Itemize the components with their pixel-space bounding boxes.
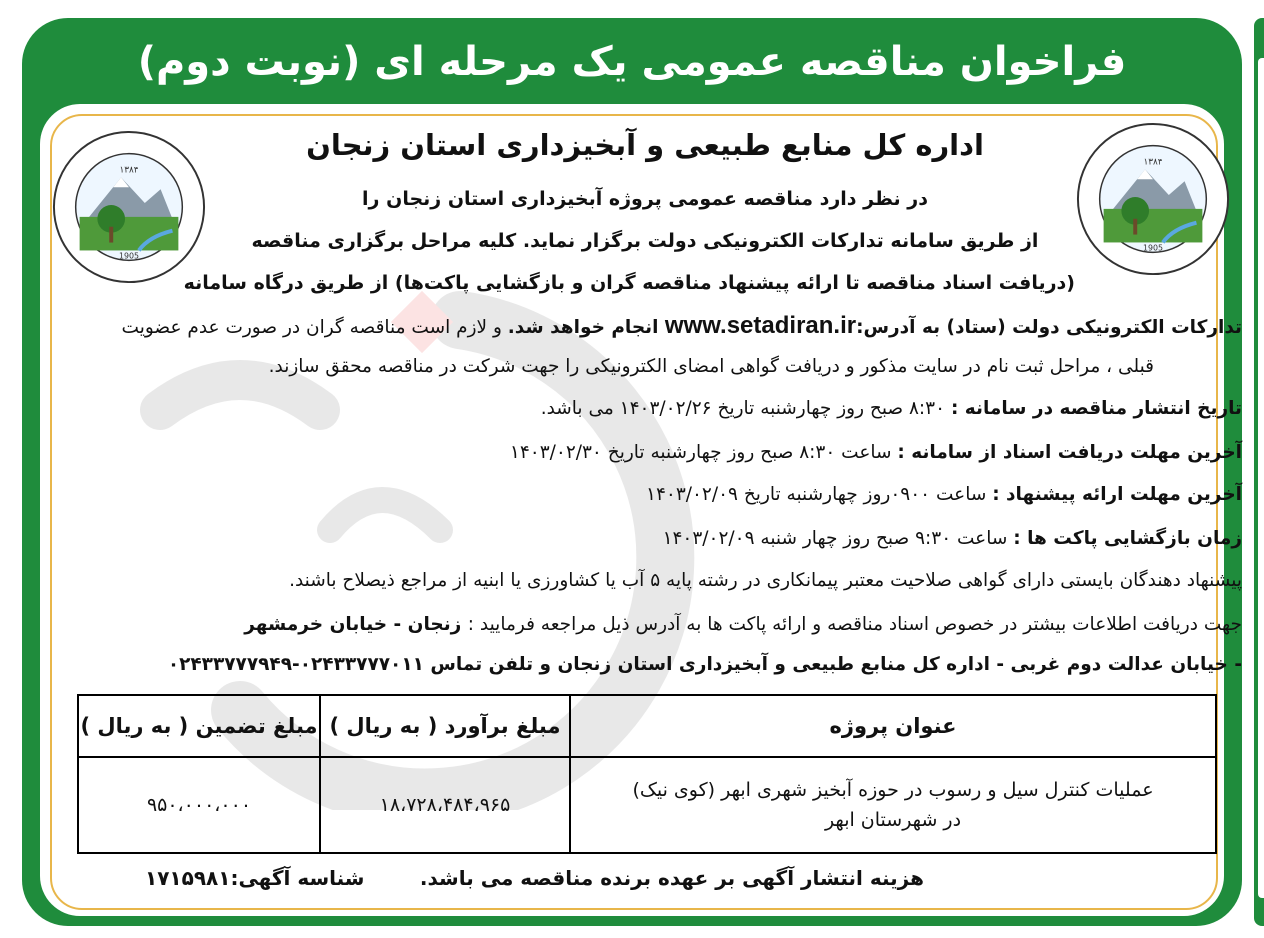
offer-label: آخرین مهلت ارائه پیشنهاد : — [992, 484, 1242, 505]
svg-text:1905: 1905 — [118, 251, 140, 261]
project-title-cell — [570, 757, 1216, 853]
intro-line-3: (دریافت اسناد مناقصه تا ارائه پیشنهاد مناقصه گران و بازگشایی پاکت‌ها) از طریق درگاه سامانه — [183, 272, 1075, 294]
docs-value: ساعت ۸:۳۰ صبح روز چهارشنبه تاریخ ۱۴۰۳/۰۲/۳۰ — [509, 442, 898, 463]
offer-deadline-line — [646, 484, 1242, 505]
announcement-title: فراخوان مناقصه عمومی یک مرحله ای (نوبت دوم) — [137, 39, 1127, 85]
publish-date-line — [541, 398, 1242, 419]
setad-suffix-bold: انجام خواهد شد. — [507, 317, 665, 338]
setad-line — [122, 312, 1242, 340]
svg-text:۱۳۸۴: ۱۳۸۴ — [1143, 157, 1163, 168]
header-project-title: عنوان پروژه — [570, 695, 1216, 757]
requirements-line: پیشنهاد دهندگان بایستی دارای گواهی صلاحیت معتبر پیمانکاری در رشته پایه ۵ آب یا کشاورزی یا ابنیه از مراجع ذیصلاح باشند. — [289, 570, 1242, 591]
opening-time-line — [663, 528, 1242, 549]
ad-id: شناسه آگهی:۱۷۱۵۹۸۱ — [145, 866, 365, 890]
publish-label: تاریخ انتشار مناقصه در سامانه : — [950, 398, 1242, 419]
setad-line-2: قبلی ، مراحل ثبت نام در سایت مذکور و دریافت گواهی امضای الکترونیکی را جهت شرکت در مناقصه محقق سازند. — [268, 356, 1154, 377]
setad-suffix: و لازم است مناقصه گران در صورت عدم عضویت — [121, 317, 508, 338]
guarantee-cell: ۹۵۰،۰۰۰،۰۰۰ — [78, 757, 320, 853]
table-header-row — [78, 695, 1216, 757]
docs-label: آخرین مهلت دریافت اسناد از سامانه : — [897, 442, 1242, 463]
contact-line-2: - خیابان عدالت دوم غربی - اداره کل منابع طبیعی و آبخیزداری استان زنجان و تلفن تماس ۰۲۴۳۳۷۷۷۰۱۱-۰۲۴۳۳۷۷۷۹۴۹ — [167, 654, 1242, 675]
docs-deadline-line — [510, 442, 1242, 463]
organization-logo-icon — [50, 128, 208, 286]
offer-value: ساعت ۰۹۰۰روز چهارشنبه تاریخ ۱۴۰۳/۰۲/۰۹ — [646, 484, 993, 505]
intro-line-2: از طریق سامانه تدارکات الکترونیکی دولت برگزار نماید. کلیه مراحل برگزاری مناقصه — [251, 230, 1039, 252]
table-row — [78, 757, 1216, 853]
project-title-line-2: در شهرستان ابهر — [824, 809, 962, 831]
estimate-cell: ۱۸،۷۲۸،۴۸۴،۹۶۵ — [320, 757, 570, 853]
project-title-line-1: عملیات کنترل سیل و رسوب در حوزه آبخیز شهری ابهر (کوی نیک) — [632, 778, 1154, 801]
svg-text:۱۳۸۴: ۱۳۸۴ — [119, 165, 139, 176]
publication-cost-note: هزینه انتشار آگهی بر عهده برنده مناقصه می باشد. — [419, 866, 924, 890]
next-ad-edge — [1254, 18, 1264, 926]
opening-label: زمان بازگشایی پاکت ها : — [1013, 528, 1242, 549]
publish-value: ۸:۳۰ صبح روز چهارشنبه تاریخ ۱۴۰۳/۰۲/۲۶ می باشد. — [540, 398, 951, 419]
header-guarantee: مبلغ تضمین ( به ریال ) — [78, 695, 320, 757]
setad-prefix: تدارکات الکترونیکی دولت (ستاد) به آدرس: — [856, 317, 1242, 338]
header-estimate: مبلغ برآورد ( به ریال ) — [320, 695, 570, 757]
contact-text: جهت دریافت اطلاعات بیشتر در خصوص اسناد مناقصه و ارائه پاکت ها به آدرس ذیل مراجعه فرمایید : — [467, 614, 1242, 635]
contact-address: زنجان - خیابان خرمشهر — [244, 614, 468, 635]
organization-name: اداره کل منابع طبیعی و آبخیزداری استان زنجان — [306, 128, 984, 162]
organization-logo-icon — [1074, 120, 1232, 278]
opening-value: ساعت ۹:۳۰ صبح روز چهار شنبه ۱۴۰۳/۰۲/۰۹ — [662, 528, 1014, 549]
setad-url-link[interactable]: www.setadiran.ir — [664, 312, 857, 339]
svg-text:1905: 1905 — [1142, 243, 1164, 253]
intro-line-1: در نظر دارد مناقصه عمومی پروژه آبخیزداری استان زنجان را — [362, 188, 928, 210]
project-table — [77, 694, 1217, 854]
contact-line-1 — [244, 614, 1242, 635]
